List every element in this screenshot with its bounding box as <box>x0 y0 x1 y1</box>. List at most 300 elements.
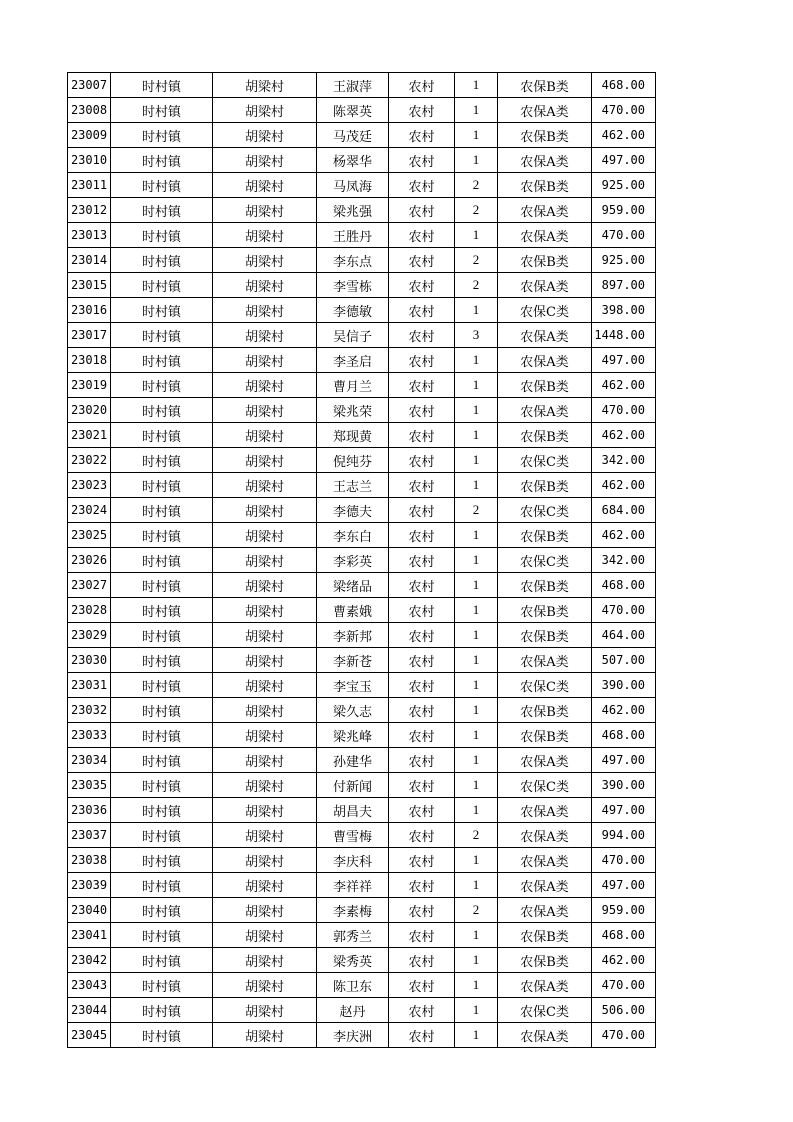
person-count-cell: 1 <box>455 123 498 148</box>
person-count-cell: 1 <box>455 623 498 648</box>
person-count-cell: 1 <box>455 948 498 973</box>
town-cell: 时村镇 <box>111 973 213 998</box>
table-row <box>68 298 656 323</box>
town-cell: 时村镇 <box>111 173 213 198</box>
table-row <box>68 698 656 723</box>
table-row <box>68 173 656 198</box>
village-cell: 胡梁村 <box>213 123 317 148</box>
insurance-category-cell: 农保A类 <box>498 1023 592 1048</box>
record-id-cell: 23042 <box>68 948 111 973</box>
record-id-cell: 23039 <box>68 873 111 898</box>
person-name-cell: 杨翠华 <box>317 148 389 173</box>
record-id-cell: 23038 <box>68 848 111 873</box>
household-type-cell: 农村 <box>389 848 455 873</box>
table-row <box>68 798 656 823</box>
village-cell: 胡梁村 <box>213 673 317 698</box>
table-row <box>68 498 656 523</box>
person-name-cell: 李东点 <box>317 248 389 273</box>
insurance-category-cell: 农保B类 <box>498 598 592 623</box>
table-row <box>68 98 656 123</box>
insurance-category-cell: 农保C类 <box>498 498 592 523</box>
town-cell: 时村镇 <box>111 148 213 173</box>
amount-cell: 462.00 <box>592 373 656 398</box>
person-count-cell: 1 <box>455 148 498 173</box>
person-count-cell: 1 <box>455 373 498 398</box>
person-name-cell: 曹月兰 <box>317 373 389 398</box>
person-count-cell: 1 <box>455 573 498 598</box>
household-type-cell: 农村 <box>389 198 455 223</box>
household-type-cell: 农村 <box>389 973 455 998</box>
amount-cell: 470.00 <box>592 1023 656 1048</box>
household-type-cell: 农村 <box>389 373 455 398</box>
insurance-category-cell: 农保B类 <box>498 723 592 748</box>
record-id-cell: 23017 <box>68 323 111 348</box>
insurance-category-cell: 农保B类 <box>498 123 592 148</box>
village-cell: 胡梁村 <box>213 798 317 823</box>
person-name-cell: 李东白 <box>317 523 389 548</box>
village-cell: 胡梁村 <box>213 573 317 598</box>
person-name-cell: 梁秀英 <box>317 948 389 973</box>
household-type-cell: 农村 <box>389 98 455 123</box>
amount-cell: 468.00 <box>592 573 656 598</box>
village-cell: 胡梁村 <box>213 748 317 773</box>
town-cell: 时村镇 <box>111 248 213 273</box>
person-name-cell: 赵丹 <box>317 998 389 1023</box>
person-count-cell: 1 <box>455 648 498 673</box>
amount-cell: 959.00 <box>592 898 656 923</box>
amount-cell: 497.00 <box>592 798 656 823</box>
person-count-cell: 1 <box>455 473 498 498</box>
person-name-cell: 李新邦 <box>317 623 389 648</box>
household-type-cell: 农村 <box>389 573 455 598</box>
table-row <box>68 473 656 498</box>
household-type-cell: 农村 <box>389 698 455 723</box>
town-cell: 时村镇 <box>111 798 213 823</box>
village-cell: 胡梁村 <box>213 848 317 873</box>
table-row <box>68 673 656 698</box>
table-row <box>68 873 656 898</box>
record-id-cell: 23021 <box>68 423 111 448</box>
person-name-cell: 马凤海 <box>317 173 389 198</box>
amount-cell: 497.00 <box>592 873 656 898</box>
village-cell: 胡梁村 <box>213 473 317 498</box>
person-count-cell: 2 <box>455 248 498 273</box>
town-cell: 时村镇 <box>111 323 213 348</box>
person-count-cell: 1 <box>455 423 498 448</box>
person-name-cell: 王淑萍 <box>317 73 389 98</box>
household-type-cell: 农村 <box>389 348 455 373</box>
insurance-category-cell: 农保B类 <box>498 173 592 198</box>
amount-cell: 462.00 <box>592 523 656 548</box>
town-cell: 时村镇 <box>111 648 213 673</box>
person-name-cell: 李圣启 <box>317 348 389 373</box>
household-type-cell: 农村 <box>389 823 455 848</box>
person-name-cell: 王志兰 <box>317 473 389 498</box>
record-id-cell: 23035 <box>68 773 111 798</box>
town-cell: 时村镇 <box>111 198 213 223</box>
insurance-category-cell: 农保B类 <box>498 373 592 398</box>
person-name-cell: 曹素娥 <box>317 598 389 623</box>
table-row <box>68 323 656 348</box>
records-table-body <box>68 73 656 1048</box>
village-cell: 胡梁村 <box>213 223 317 248</box>
household-type-cell: 农村 <box>389 523 455 548</box>
town-cell: 时村镇 <box>111 123 213 148</box>
record-id-cell: 23027 <box>68 573 111 598</box>
household-type-cell: 农村 <box>389 73 455 98</box>
person-name-cell: 王胜丹 <box>317 223 389 248</box>
insurance-category-cell: 农保B类 <box>498 623 592 648</box>
insurance-category-cell: 农保B类 <box>498 948 592 973</box>
table-row <box>68 273 656 298</box>
table-row <box>68 148 656 173</box>
village-cell: 胡梁村 <box>213 98 317 123</box>
person-count-cell: 1 <box>455 298 498 323</box>
household-type-cell: 农村 <box>389 798 455 823</box>
town-cell: 时村镇 <box>111 373 213 398</box>
record-id-cell: 23040 <box>68 898 111 923</box>
table-row <box>68 973 656 998</box>
amount-cell: 684.00 <box>592 498 656 523</box>
amount-cell: 470.00 <box>592 398 656 423</box>
record-id-cell: 23018 <box>68 348 111 373</box>
insurance-category-cell: 农保B类 <box>498 523 592 548</box>
person-count-cell: 1 <box>455 548 498 573</box>
record-id-cell: 23041 <box>68 923 111 948</box>
village-cell: 胡梁村 <box>213 73 317 98</box>
village-cell: 胡梁村 <box>213 298 317 323</box>
person-count-cell: 1 <box>455 448 498 473</box>
insurance-category-cell: 农保A类 <box>498 748 592 773</box>
village-cell: 胡梁村 <box>213 923 317 948</box>
village-cell: 胡梁村 <box>213 598 317 623</box>
table-row <box>68 898 656 923</box>
village-cell: 胡梁村 <box>213 198 317 223</box>
person-name-cell: 梁久志 <box>317 698 389 723</box>
household-type-cell: 农村 <box>389 773 455 798</box>
person-name-cell: 胡昌夫 <box>317 798 389 823</box>
amount-cell: 497.00 <box>592 748 656 773</box>
amount-cell: 470.00 <box>592 223 656 248</box>
record-id-cell: 23009 <box>68 123 111 148</box>
insurance-category-cell: 农保C类 <box>498 998 592 1023</box>
insurance-category-cell: 农保B类 <box>498 923 592 948</box>
amount-cell: 468.00 <box>592 723 656 748</box>
record-id-cell: 23028 <box>68 598 111 623</box>
person-count-cell: 2 <box>455 273 498 298</box>
amount-cell: 462.00 <box>592 423 656 448</box>
record-id-cell: 23032 <box>68 698 111 723</box>
insurance-category-cell: 农保B类 <box>498 248 592 273</box>
town-cell: 时村镇 <box>111 623 213 648</box>
town-cell: 时村镇 <box>111 298 213 323</box>
record-id-cell: 23007 <box>68 73 111 98</box>
village-cell: 胡梁村 <box>213 948 317 973</box>
record-id-cell: 23014 <box>68 248 111 273</box>
amount-cell: 462.00 <box>592 698 656 723</box>
person-count-cell: 2 <box>455 498 498 523</box>
record-id-cell: 23019 <box>68 373 111 398</box>
record-id-cell: 23036 <box>68 798 111 823</box>
insurance-category-cell: 农保A类 <box>498 398 592 423</box>
table-row <box>68 523 656 548</box>
town-cell: 时村镇 <box>111 723 213 748</box>
insurance-category-cell: 农保A类 <box>498 198 592 223</box>
table-row <box>68 848 656 873</box>
village-cell: 胡梁村 <box>213 823 317 848</box>
village-cell: 胡梁村 <box>213 873 317 898</box>
table-row <box>68 923 656 948</box>
record-id-cell: 23022 <box>68 448 111 473</box>
town-cell: 时村镇 <box>111 523 213 548</box>
village-cell: 胡梁村 <box>213 373 317 398</box>
insurance-category-cell: 农保B类 <box>498 573 592 598</box>
person-count-cell: 2 <box>455 823 498 848</box>
town-cell: 时村镇 <box>111 573 213 598</box>
amount-cell: 470.00 <box>592 98 656 123</box>
town-cell: 时村镇 <box>111 73 213 98</box>
record-id-cell: 23045 <box>68 1023 111 1048</box>
person-count-cell: 2 <box>455 198 498 223</box>
insurance-category-cell: 农保C类 <box>498 298 592 323</box>
person-count-cell: 1 <box>455 398 498 423</box>
table-row <box>68 623 656 648</box>
amount-cell: 468.00 <box>592 923 656 948</box>
insurance-category-cell: 农保A类 <box>498 973 592 998</box>
table-row <box>68 448 656 473</box>
amount-cell: 464.00 <box>592 623 656 648</box>
household-type-cell: 农村 <box>389 948 455 973</box>
person-count-cell: 1 <box>455 698 498 723</box>
village-cell: 胡梁村 <box>213 698 317 723</box>
person-count-cell: 1 <box>455 723 498 748</box>
household-type-cell: 农村 <box>389 248 455 273</box>
amount-cell: 342.00 <box>592 548 656 573</box>
person-name-cell: 梁兆强 <box>317 198 389 223</box>
person-count-cell: 1 <box>455 848 498 873</box>
amount-cell: 468.00 <box>592 73 656 98</box>
table-row <box>68 248 656 273</box>
household-type-cell: 农村 <box>389 748 455 773</box>
table-row <box>68 1023 656 1048</box>
town-cell: 时村镇 <box>111 848 213 873</box>
amount-cell: 506.00 <box>592 998 656 1023</box>
table-row <box>68 548 656 573</box>
amount-cell: 507.00 <box>592 648 656 673</box>
household-type-cell: 农村 <box>389 323 455 348</box>
table-row <box>68 573 656 598</box>
person-count-cell: 2 <box>455 898 498 923</box>
person-name-cell: 李新苍 <box>317 648 389 673</box>
table-row <box>68 123 656 148</box>
village-cell: 胡梁村 <box>213 1023 317 1048</box>
household-type-cell: 农村 <box>389 998 455 1023</box>
record-id-cell: 23037 <box>68 823 111 848</box>
insurance-category-cell: 农保B类 <box>498 698 592 723</box>
household-type-cell: 农村 <box>389 298 455 323</box>
household-type-cell: 农村 <box>389 423 455 448</box>
household-type-cell: 农村 <box>389 1023 455 1048</box>
amount-cell: 1448.00 <box>592 323 656 348</box>
person-name-cell: 梁绪品 <box>317 573 389 598</box>
insurance-category-cell: 农保A类 <box>498 273 592 298</box>
table-row <box>68 773 656 798</box>
amount-cell: 342.00 <box>592 448 656 473</box>
person-count-cell: 1 <box>455 873 498 898</box>
person-name-cell: 李雪栋 <box>317 273 389 298</box>
person-count-cell: 1 <box>455 748 498 773</box>
table-row <box>68 198 656 223</box>
amount-cell: 470.00 <box>592 973 656 998</box>
person-count-cell: 1 <box>455 673 498 698</box>
village-cell: 胡梁村 <box>213 173 317 198</box>
record-id-cell: 23011 <box>68 173 111 198</box>
village-cell: 胡梁村 <box>213 148 317 173</box>
record-id-cell: 23016 <box>68 298 111 323</box>
person-name-cell: 付新闻 <box>317 773 389 798</box>
household-type-cell: 农村 <box>389 673 455 698</box>
town-cell: 时村镇 <box>111 698 213 723</box>
record-id-cell: 23044 <box>68 998 111 1023</box>
person-count-cell: 1 <box>455 348 498 373</box>
person-name-cell: 李庆科 <box>317 848 389 873</box>
record-id-cell: 23013 <box>68 223 111 248</box>
record-id-cell: 23008 <box>68 98 111 123</box>
amount-cell: 398.00 <box>592 298 656 323</box>
village-cell: 胡梁村 <box>213 898 317 923</box>
person-count-cell: 1 <box>455 98 498 123</box>
person-count-cell: 1 <box>455 773 498 798</box>
person-count-cell: 1 <box>455 223 498 248</box>
household-type-cell: 农村 <box>389 898 455 923</box>
insurance-category-cell: 农保A类 <box>498 348 592 373</box>
household-type-cell: 农村 <box>389 723 455 748</box>
town-cell: 时村镇 <box>111 548 213 573</box>
town-cell: 时村镇 <box>111 398 213 423</box>
household-type-cell: 农村 <box>389 148 455 173</box>
insurance-category-cell: 农保C类 <box>498 548 592 573</box>
table-row <box>68 423 656 448</box>
town-cell: 时村镇 <box>111 223 213 248</box>
table-row <box>68 398 656 423</box>
amount-cell: 390.00 <box>592 673 656 698</box>
table-row <box>68 73 656 98</box>
insurance-category-cell: 农保A类 <box>498 223 592 248</box>
household-type-cell: 农村 <box>389 648 455 673</box>
table-row <box>68 723 656 748</box>
household-type-cell: 农村 <box>389 498 455 523</box>
town-cell: 时村镇 <box>111 348 213 373</box>
person-name-cell: 梁兆荣 <box>317 398 389 423</box>
household-type-cell: 农村 <box>389 623 455 648</box>
amount-cell: 462.00 <box>592 123 656 148</box>
person-name-cell: 李祥祥 <box>317 873 389 898</box>
record-id-cell: 23025 <box>68 523 111 548</box>
record-id-cell: 23015 <box>68 273 111 298</box>
person-name-cell: 郑现黄 <box>317 423 389 448</box>
person-name-cell: 李德敏 <box>317 298 389 323</box>
insurance-category-cell: 农保A类 <box>498 848 592 873</box>
table-row <box>68 373 656 398</box>
household-type-cell: 农村 <box>389 598 455 623</box>
amount-cell: 497.00 <box>592 348 656 373</box>
person-name-cell: 李素梅 <box>317 898 389 923</box>
record-id-cell: 23034 <box>68 748 111 773</box>
person-count-cell: 1 <box>455 798 498 823</box>
table-row <box>68 998 656 1023</box>
town-cell: 时村镇 <box>111 1023 213 1048</box>
amount-cell: 897.00 <box>592 273 656 298</box>
table-row <box>68 823 656 848</box>
amount-cell: 994.00 <box>592 823 656 848</box>
village-cell: 胡梁村 <box>213 723 317 748</box>
amount-cell: 390.00 <box>592 773 656 798</box>
amount-cell: 925.00 <box>592 248 656 273</box>
household-type-cell: 农村 <box>389 223 455 248</box>
household-type-cell: 农村 <box>389 123 455 148</box>
person-name-cell: 倪纯芬 <box>317 448 389 473</box>
insurance-category-cell: 农保A类 <box>498 98 592 123</box>
record-id-cell: 23012 <box>68 198 111 223</box>
record-id-cell: 23043 <box>68 973 111 998</box>
household-type-cell: 农村 <box>389 873 455 898</box>
records-table <box>67 72 656 1048</box>
insurance-category-cell: 农保B类 <box>498 473 592 498</box>
town-cell: 时村镇 <box>111 773 213 798</box>
person-name-cell: 曹雪梅 <box>317 823 389 848</box>
amount-cell: 462.00 <box>592 948 656 973</box>
person-count-cell: 1 <box>455 523 498 548</box>
village-cell: 胡梁村 <box>213 448 317 473</box>
town-cell: 时村镇 <box>111 873 213 898</box>
town-cell: 时村镇 <box>111 98 213 123</box>
village-cell: 胡梁村 <box>213 498 317 523</box>
town-cell: 时村镇 <box>111 998 213 1023</box>
person-name-cell: 孙建华 <box>317 748 389 773</box>
village-cell: 胡梁村 <box>213 648 317 673</box>
person-name-cell: 李宝玉 <box>317 673 389 698</box>
household-type-cell: 农村 <box>389 923 455 948</box>
person-count-cell: 1 <box>455 973 498 998</box>
household-type-cell: 农村 <box>389 398 455 423</box>
insurance-category-cell: 农保A类 <box>498 648 592 673</box>
household-type-cell: 农村 <box>389 448 455 473</box>
table-row <box>68 948 656 973</box>
insurance-category-cell: 农保B类 <box>498 73 592 98</box>
household-type-cell: 农村 <box>389 273 455 298</box>
record-id-cell: 23029 <box>68 623 111 648</box>
town-cell: 时村镇 <box>111 273 213 298</box>
amount-cell: 462.00 <box>592 473 656 498</box>
amount-cell: 470.00 <box>592 598 656 623</box>
insurance-category-cell: 农保A类 <box>498 148 592 173</box>
insurance-category-cell: 农保C类 <box>498 448 592 473</box>
person-count-cell: 2 <box>455 173 498 198</box>
village-cell: 胡梁村 <box>213 973 317 998</box>
table-row <box>68 748 656 773</box>
village-cell: 胡梁村 <box>213 423 317 448</box>
household-type-cell: 农村 <box>389 548 455 573</box>
insurance-category-cell: 农保B类 <box>498 423 592 448</box>
amount-cell: 470.00 <box>592 848 656 873</box>
household-type-cell: 农村 <box>389 173 455 198</box>
village-cell: 胡梁村 <box>213 998 317 1023</box>
person-count-cell: 1 <box>455 598 498 623</box>
town-cell: 时村镇 <box>111 423 213 448</box>
person-count-cell: 1 <box>455 1023 498 1048</box>
town-cell: 时村镇 <box>111 948 213 973</box>
person-count-cell: 1 <box>455 73 498 98</box>
